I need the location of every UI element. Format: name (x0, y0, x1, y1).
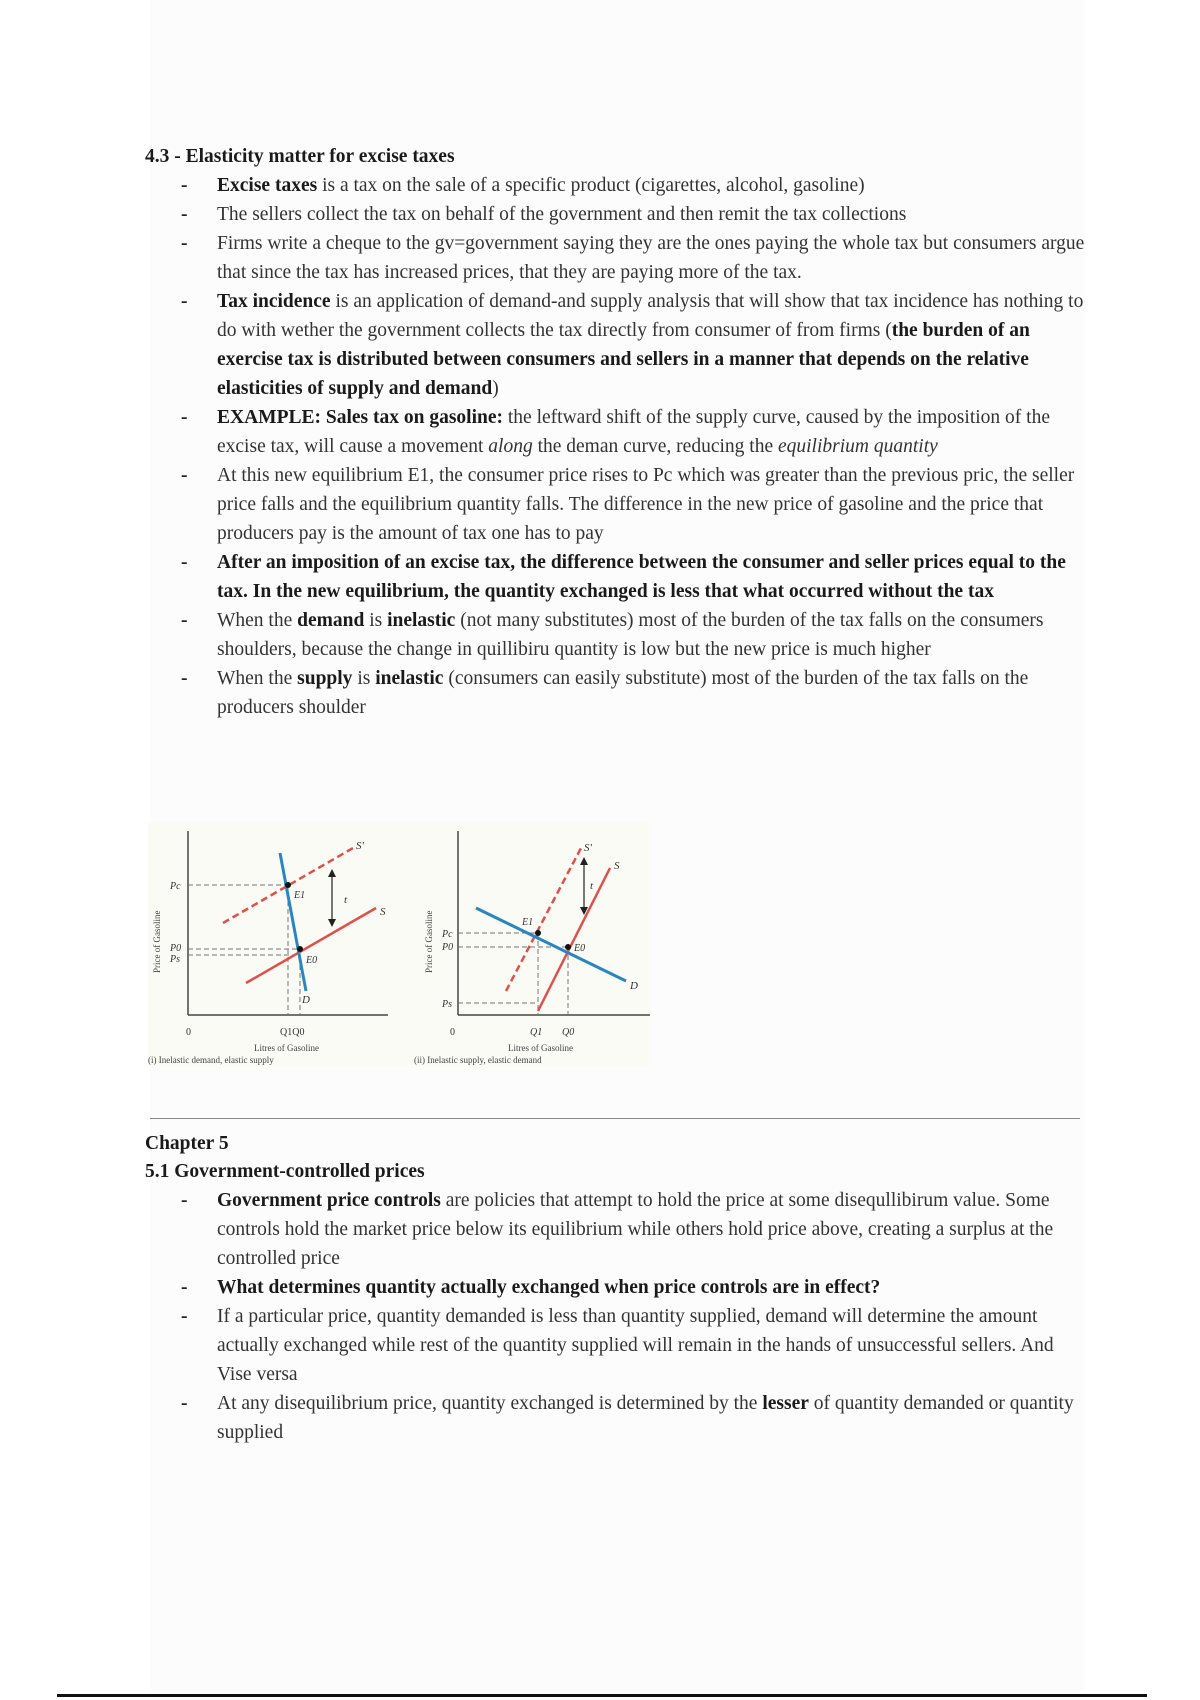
bold-term: lesser (762, 1393, 809, 1414)
svg-text:E1: E1 (294, 890, 306, 901)
bullet-text: is an application of demand-and supply analysis that will show that tax incidence has nothing to do with wether the government collects the tax directly from consumer of from firms ( (217, 291, 1084, 341)
bullet-item (145, 200, 1085, 229)
svg-text:t: t (344, 894, 348, 906)
bullet-item (145, 171, 1085, 200)
bold-text: What determines quantity actually exchanged when price controls are in effect? (217, 1277, 881, 1298)
section-divider (150, 1118, 1080, 1119)
svg-text:Litres of Gasoline: Litres of Gasoline (254, 1043, 319, 1053)
bullet-item (145, 1389, 1085, 1447)
svg-text:Q1: Q1 (530, 1027, 543, 1038)
bullet-text: is a tax on the sale of a specific product (cigarettes, alcohol, gasoline) (317, 175, 865, 196)
bold-text: the burden of an exercise tax is distributed between consumers and sellers in a manner that depends on the relative elasticities of supply and demand (217, 320, 1030, 399)
figure-inelastic-demand (148, 823, 388, 1065)
bullet-text: At this new equilibrium E1, the consumer price rises to Pc which was greater than the previous pric, the seller price falls and the equilibrium quantity falls. The difference in the new price of gasoline and the price that producers pay is the amount of tax one has to pay (217, 465, 1075, 544)
bold-term: demand (297, 610, 365, 631)
bold-term: Excise taxes (217, 175, 318, 196)
supply-demand-chart (388, 823, 650, 1065)
bullet-item (145, 664, 1085, 722)
section-heading: 4.3 - Elasticity matter for excise taxes (145, 146, 455, 167)
svg-text:E0: E0 (306, 955, 318, 966)
bullet-text: are policies that attempt to hold the price at some disequllibirum value. Some controls hold the market price below its equilibrium while others hold price above, creating a surplus at the controlled price (217, 1190, 1054, 1269)
bullet-item (145, 461, 1085, 548)
figure-inelastic-supply (388, 823, 650, 1065)
bold-term: Tax incidence (217, 291, 331, 312)
svg-text:t: t (590, 880, 594, 892)
italic-text: equilibrium quantity (777, 436, 938, 457)
bullet-text: is (352, 668, 376, 689)
svg-text:Litres of Gasoline: Litres of Gasoline (508, 1043, 573, 1053)
bullet-text: of quantity demanded or quantity supplied (217, 1393, 1074, 1443)
bullet-list (145, 171, 1085, 722)
bullet-text: the leftward shift of the supply curve, caused by the imposition of the excise tax, will cause a movement (217, 407, 1050, 457)
svg-text:E0: E0 (574, 943, 586, 954)
svg-text:S': S' (356, 840, 364, 852)
section-4-3 (145, 143, 1085, 722)
bullet-item (145, 1186, 1085, 1273)
svg-text:Ps: Ps (170, 954, 180, 965)
bold-term: inelastic (375, 668, 444, 689)
bullet-text: (not many substitutes) most of the burden of the tax falls on the consumers shoulders, because the change in quillibiru quantity is low but the new price is much higher (217, 610, 1044, 660)
italic-text: along (488, 436, 533, 457)
section-heading: 5.1 Government-controlled prices (145, 1161, 425, 1182)
bullet-list (145, 1186, 1085, 1447)
supply-demand-chart (148, 823, 388, 1065)
svg-text:P0: P0 (170, 943, 182, 954)
svg-text:S': S' (584, 842, 592, 854)
bullet-text: At any disequilibrium price, quantity exchanged is determined by the (217, 1393, 763, 1414)
bold-term: supply (297, 668, 353, 689)
svg-text:Q1Q0: Q1Q0 (280, 1027, 305, 1038)
bullet-item (145, 403, 1085, 461)
svg-text:(i) Inelastic demand, elastic: (i) Inelastic demand, elastic supply (148, 1055, 274, 1065)
chapter-title: Chapter 5 (145, 1133, 229, 1154)
page-bottom-rule (57, 1694, 1147, 1697)
svg-text:Pc: Pc (442, 929, 453, 940)
svg-text:D: D (630, 980, 638, 992)
bullet-text: ) (492, 378, 499, 399)
svg-text:Price of Gasoline: Price of Gasoline (152, 910, 162, 973)
svg-text:E1: E1 (522, 917, 534, 928)
svg-text:D: D (302, 994, 310, 1006)
bold-term: inelastic (387, 610, 456, 631)
svg-text:S: S (614, 860, 620, 872)
bullet-text: is (364, 610, 388, 631)
bold-term: Government price controls (217, 1190, 441, 1211)
bold-text: After an imposition of an excise tax, the difference between the consumer and seller prices equal to the tax. In the new equilibrium, the quantity exchanged is less that what occurred without the tax (217, 552, 1066, 602)
bullet-item (145, 1273, 1085, 1302)
svg-text:Q0: Q0 (562, 1027, 575, 1038)
svg-text:Ps: Ps (442, 999, 452, 1010)
bullet-text: When the (217, 668, 298, 689)
svg-text:S: S (380, 906, 386, 918)
chapter-5 (145, 1130, 1085, 1447)
bullet-item (145, 229, 1085, 287)
bullet-item (145, 287, 1085, 403)
bullet-text: Firms write a cheque to the gv=government saying they are the ones paying the whole tax but consumers argue that since the tax has increased prices, that they are paying more of the tax. (217, 233, 1085, 283)
bold-term: EXAMPLE: Sales tax on gasoline: (217, 407, 504, 428)
bullet-text: If a particular price, quantity demanded is less than quantity supplied, demand will determine the amount actually exchanged while rest of the quantity supplied will remain in the hands of unsuccessful sellers. And Vise versa (217, 1306, 1054, 1385)
bullet-text: the deman curve, reducing the (532, 436, 778, 457)
bullet-text: The sellers collect the tax on behalf of the government and then remit the tax collections (217, 204, 907, 225)
bullet-item (145, 606, 1085, 664)
svg-text:0: 0 (450, 1027, 455, 1038)
svg-text:Price of Gasoline: Price of Gasoline (424, 910, 434, 973)
svg-text:(ii) Inelastic supply, elastic: (ii) Inelastic supply, elastic demand (414, 1055, 542, 1065)
bullet-text: (consumers can easily substitute) most of the burden of the tax falls on the producers shoulder (217, 668, 1029, 718)
svg-text:P0: P0 (442, 942, 454, 953)
svg-text:0: 0 (186, 1027, 191, 1038)
svg-text:Pc: Pc (170, 881, 181, 892)
bullet-text: When the (217, 610, 298, 631)
bullet-item (145, 548, 1085, 606)
bullet-item (145, 1302, 1085, 1389)
